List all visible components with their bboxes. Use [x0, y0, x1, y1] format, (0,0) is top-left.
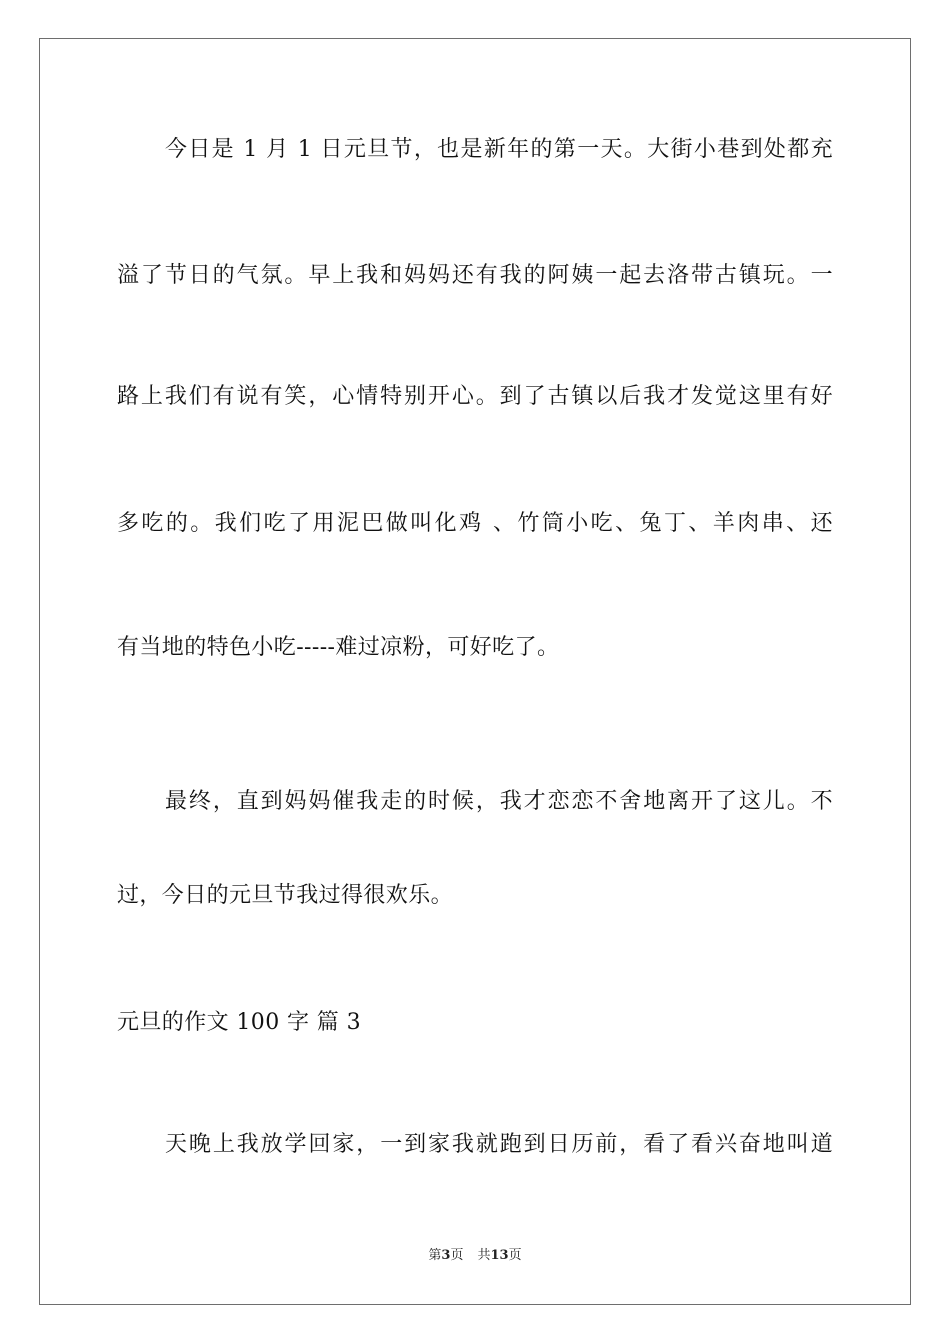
paragraph-1-line-3: 路上我们有说有笑，心情特别开心。到了古镇以后我才发觉这里有好 [117, 384, 833, 409]
section-heading: 元旦的作文 100 字 篇 3 [117, 1010, 361, 1035]
paragraph-3-line-1: 天晚上我放学回家，一到家我就跑到日历前，看了看兴奋地叫道 [165, 1132, 833, 1157]
page-border [39, 38, 911, 1305]
footer-total-prefix: 共 [477, 1248, 491, 1263]
paragraph-2-line-1: 最终，直到妈妈催我走的时候，我才恋恋不舍地离开了这儿。不 [165, 789, 833, 814]
footer-total-number: 13 [490, 1248, 509, 1263]
paragraph-2-line-2: 过，今日的元旦节我过得很欢乐。 [117, 883, 454, 908]
footer-page-prefix: 第 [428, 1248, 442, 1263]
paragraph-1-line-5: 有当地的特色小吃-----难过凉粉，可好吃了。 [117, 635, 560, 660]
footer-page-number: 3 [441, 1248, 451, 1263]
paragraph-1-line-4: 多吃的。我们吃了用泥巴做叫化鸡 、竹筒小吃、兔丁、羊肉串、还 [117, 511, 833, 536]
page-footer [0, 1247, 950, 1265]
footer-page-suffix: 页 [450, 1248, 464, 1263]
paragraph-1-line-2: 溢了节日的气氛。早上我和妈妈还有我的阿姨一起去洛带古镇玩。一 [117, 263, 833, 288]
paragraph-1-line-1: 今日是 1 月 1 日元旦节，也是新年的第一天。大街小巷到处都充 [165, 137, 833, 162]
footer-total-suffix: 页 [508, 1248, 522, 1263]
